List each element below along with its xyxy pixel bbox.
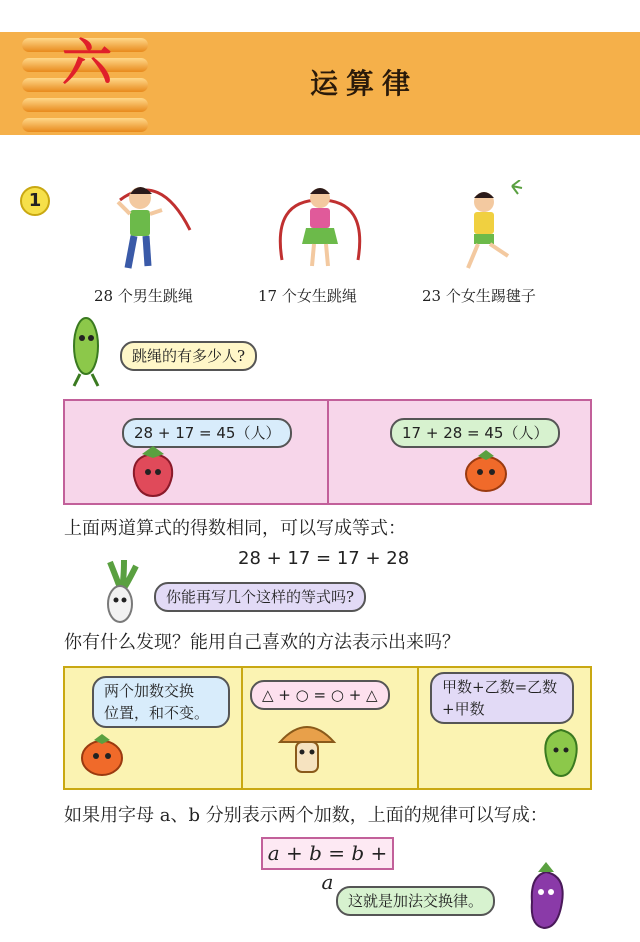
caption-boys-jump-rope: 28 个男生跳绳 (94, 287, 193, 305)
chapter-header (0, 32, 640, 135)
discovery-names-line-1: 甲数+乙数=乙数 (442, 678, 558, 696)
equation-bubble-left: 28 + 17 = 45（人） (122, 418, 292, 448)
discovery-words-line-1: 两个加数交换 (104, 682, 195, 700)
commutative-formula: a + b = b + a (261, 837, 394, 870)
discovery-words-bubble (92, 676, 230, 728)
statement-line-3: 如果用字母 a、b 分别表示两个加数，上面的规律可以写成： (64, 805, 548, 826)
discovery-names-bubble (430, 672, 574, 724)
green-pepper-character-illustration (536, 722, 586, 782)
tomato-character-illustration (456, 446, 516, 498)
caption-girls-jump-rope: 17 个女生跳绳 (258, 287, 357, 305)
eggplant-character-illustration (516, 858, 576, 932)
discovery-words-line-2: 位置，和不变。 (104, 704, 210, 722)
boy-jumping-rope-illustration (100, 180, 200, 280)
prompt-bubble: 你能再写几个这样的等式吗? (154, 582, 366, 612)
conclusion-bubble: 这就是加法交换律。 (336, 886, 495, 916)
panel-divider (327, 401, 329, 503)
strawberry-character-illustration (128, 446, 178, 498)
panel-divider-2 (417, 668, 419, 788)
discovery-symbols-bubble: △ + ○ = ○ + △ (250, 680, 390, 710)
discovery-names-line-2: +甲数 (442, 700, 485, 718)
caption-girls-shuttlecock: 23 个女生踢毽子 (422, 287, 536, 305)
pea-pod-character-illustration (58, 312, 114, 388)
equation-bubble-right: 17 + 28 = 45（人） (390, 418, 560, 448)
equality-statement: 28 + 17 = 17 + 28 (238, 548, 410, 569)
girl-kicking-shuttlecock-illustration (446, 180, 546, 280)
panel-divider-1 (241, 668, 243, 788)
page-title: 运算律 (310, 67, 419, 100)
radish-character-illustration (90, 558, 146, 630)
unit-number: 六 (62, 33, 112, 92)
mushroom-character-illustration (274, 712, 340, 782)
tomato-character-illustration-2 (72, 730, 132, 784)
statement-line-1: 上面两道算式的得数相同，可以写成等式： (64, 518, 406, 539)
girl-jumping-rope-illustration (272, 180, 372, 280)
statement-line-2: 你有什么发现？能用自己喜欢的方法表示出来吗？ (64, 632, 460, 653)
question-bubble: 跳绳的有多少人? (120, 341, 257, 371)
example-number-badge: 1 (20, 186, 50, 216)
